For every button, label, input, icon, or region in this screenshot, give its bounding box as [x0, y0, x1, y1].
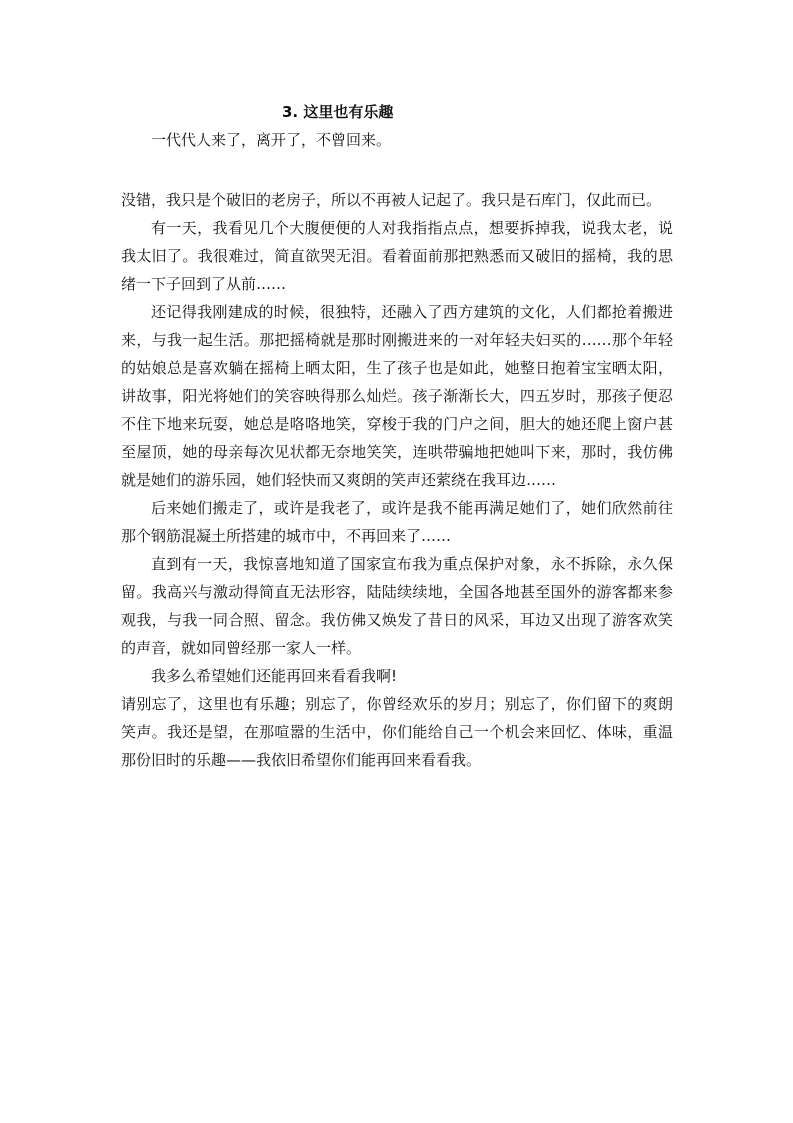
- paragraph-gap: [121, 154, 673, 186]
- essay-paragraph: 请别忘了，这里也有乐趣；别忘了，你曾经欢乐的岁月；别忘了，你们留下的爽朗笑声。我还是望，在那喧嚣的生活中，你们能给自己一个机会来回忆、体味，重温那份旧时的乐趣——我依旧希望你们能再回来看看我。: [121, 695, 673, 769]
- essay-paragraph: 我多么希望她们还能再回来看看我啊!: [151, 667, 398, 685]
- essay-body: [121, 101, 673, 774]
- essay-paragraph: 还记得我刚建成的时候，很独特，还融入了西方建筑的文化，人们都抢着搬进来，与我一起生活。那把摇椅就是那时刚搬进来的一对年轻夫妇买的……那个年轻的姑娘总是喜欢躺在摇椅上晒太阳，生了孩子也是如此，她整日抱着宝宝晒太阳，讲故事，阳光将她们的笑容映得那么灿烂。孩子渐渐长大，四五岁时，那孩子便忍不住下地来玩耍，她总是咯咯地笑，穿梭于我的门户之间，胆大的她还爬上窗户甚至屋顶，她的母亲每次见状都无奈地笑笑，连哄带骗地把她叫下来，那时，我仿佛就是她们的游乐园，她们轻快而又爽朗的笑声还萦绕在我耳边……: [121, 303, 673, 489]
- essay-paragraph: 一代代人来了，离开了，不曾回来。: [151, 131, 392, 149]
- essay-paragraph: 没错，我只是个破旧的老房子，所以不再被人记起了。我只是石库门，仅此而已。: [121, 191, 662, 209]
- essay-paragraph: 后来她们搬走了，或许是我老了，或许是我不能再满足她们了，她们欣然前往那个钢筋混凝土所搭建的城市中，不再回来了……: [121, 499, 673, 545]
- essay-title: 3. 这里也有乐趣: [282, 103, 394, 121]
- essay-paragraph: 直到有一天，我惊喜地知道了国家宣布我为重点保护对象，永不拆除，永久保留。我高兴与激动得简直无法形容，陆陆续续地，全国各地甚至国外的游客都来参观我，与我一同合照、留念。我仿佛又焕发了昔日的风采，耳边又出现了游客欢笑的声音，就如同曾经那一家人一样。: [121, 555, 673, 657]
- essay-paragraph: 有一天，我看见几个大腹便便的人对我指指点点，想要拆掉我，说我太老，说我太旧了。我很难过，简直欲哭无泪。看着面前那把熟悉而又破旧的摇椅，我的思绪一下子回到了从前……: [121, 219, 673, 293]
